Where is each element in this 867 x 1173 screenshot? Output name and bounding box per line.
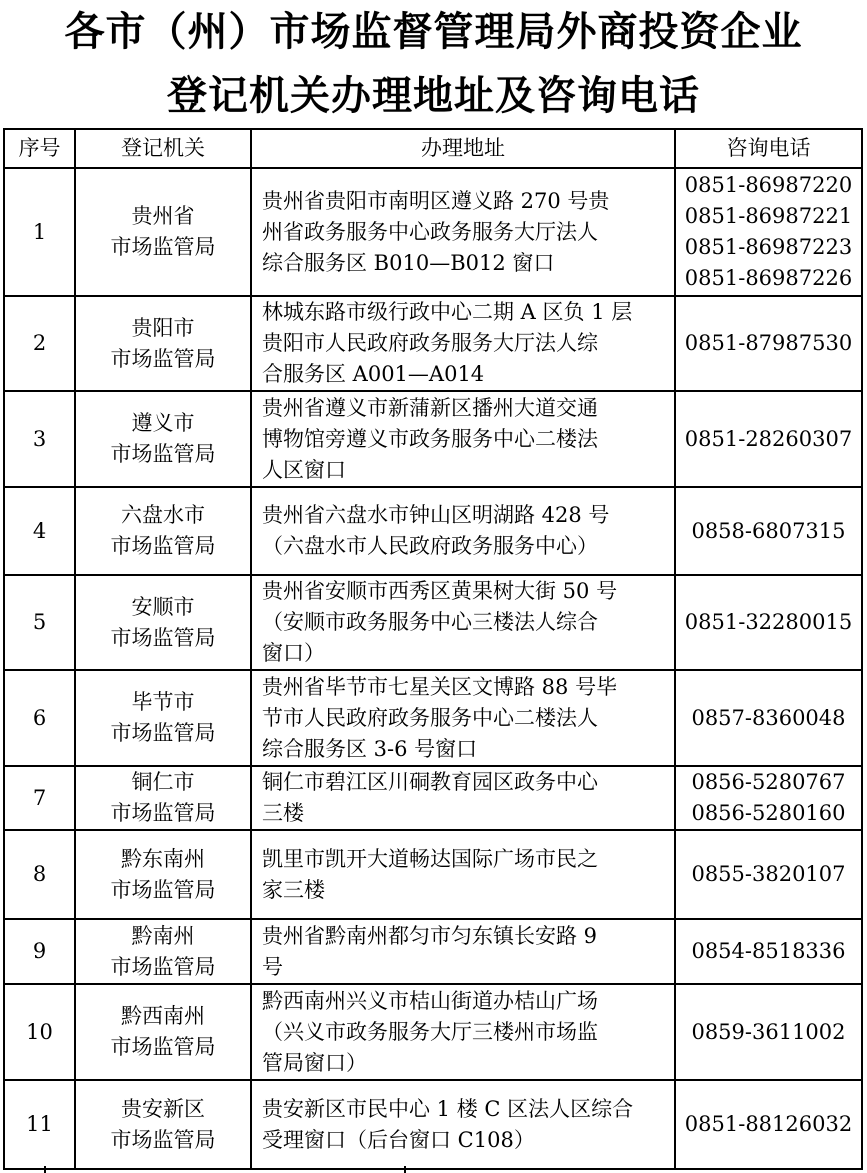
address-line: 号 xyxy=(262,954,283,979)
address-line: 贵安新区市民中心 1 楼 C 区法人区综合 xyxy=(262,1096,634,1121)
phone-number: 0851-86987221 xyxy=(684,204,853,228)
address-line: 贵州省遵义市新蒲新区播州大道交通 xyxy=(262,395,598,420)
authority-cell xyxy=(75,391,251,487)
address-line: 人区窗口 xyxy=(262,457,346,482)
table-row xyxy=(4,391,862,487)
address-cell xyxy=(251,984,675,1080)
header-phone: 咨询电话 xyxy=(675,129,862,168)
table-row xyxy=(4,168,862,296)
address-line: 铜仁市碧江区川硐教育园区政务中心 xyxy=(262,770,598,794)
phone-number: 0859-3611002 xyxy=(691,1019,846,1044)
authority-line: 市场监管局 xyxy=(110,442,216,466)
authority-cell xyxy=(75,830,251,919)
serial-number-cell: 2 xyxy=(4,296,75,391)
table-row xyxy=(4,766,862,830)
registration-office-table xyxy=(3,128,863,1170)
phone-cell xyxy=(675,1080,862,1169)
address-line: 合服务区 A001—A014 xyxy=(262,362,485,386)
address-line: 林城东路市级行政中心二期 A 区负 1 层 xyxy=(262,300,633,324)
table-row xyxy=(4,830,862,919)
phone-cell xyxy=(675,919,862,984)
address-line: 博物馆旁遵义市政务服务中心二楼法 xyxy=(262,426,598,451)
authority-cell xyxy=(75,296,251,391)
table-row xyxy=(4,487,862,575)
scan-mark xyxy=(44,1166,46,1173)
serial-number-cell: 1 xyxy=(4,168,75,296)
phone-number: 0851-86987226 xyxy=(684,266,853,290)
address-line: 贵州省黔南州都匀市匀东镇长安路 9 xyxy=(262,923,598,948)
address-cell xyxy=(251,670,675,766)
address-line: 窗口） xyxy=(262,641,325,665)
address-line: （兴义市政务服务大厅三楼州市场监 xyxy=(262,1019,598,1044)
authority-line: 市场监管局 xyxy=(110,721,216,745)
address-line: 贵州省贵阳市南明区遵义路 270 号贵 xyxy=(262,188,610,213)
address-cell xyxy=(251,575,675,670)
address-line: （安顺市政务服务中心三楼法人综合 xyxy=(262,610,598,634)
authority-line: 市场监管局 xyxy=(110,1127,216,1152)
phone-cell xyxy=(675,391,862,487)
authority-line: 市场监管局 xyxy=(110,625,216,650)
table-row xyxy=(4,1080,862,1169)
phone-number: 0854-8518336 xyxy=(691,939,846,963)
phone-cell xyxy=(675,830,862,919)
serial-number-cell: 4 xyxy=(4,487,75,575)
address-line: 节市人民政府政务服务中心二楼法人 xyxy=(262,705,598,730)
phone-cell xyxy=(675,296,862,391)
serial-number-cell: 3 xyxy=(4,391,75,487)
serial-number-cell: 11 xyxy=(4,1080,75,1169)
serial-number-cell: 6 xyxy=(4,670,75,766)
phone-number: 0851-86987220 xyxy=(684,173,853,197)
phone-number: 0851-87987530 xyxy=(684,331,853,355)
address-line: 贵州省毕节市七星关区文博路 88 号毕 xyxy=(262,674,618,699)
table-header-row xyxy=(4,129,862,168)
authority-line: 市场监管局 xyxy=(110,801,216,825)
serial-number-cell: 7 xyxy=(4,766,75,830)
address-cell xyxy=(251,766,675,830)
phone-cell xyxy=(675,487,862,575)
address-line: 州省政务服务中心政务服务大厅法人 xyxy=(262,219,598,244)
document-title-line-2: 登记机关办理地址及咨询电话 xyxy=(167,73,700,119)
authority-line: 市场监管局 xyxy=(110,235,216,259)
authority-cell xyxy=(75,1080,251,1169)
authority-line: 黔西南州 xyxy=(121,1004,205,1028)
address-line: 综合服务区 3-6 号窗口 xyxy=(262,736,478,761)
table-row xyxy=(4,296,862,391)
address-line: 凯里市凯开大道畅达国际广场市民之 xyxy=(262,846,598,871)
address-cell xyxy=(251,487,675,575)
header-address: 办理地址 xyxy=(251,129,675,168)
authority-line: 遵义市 xyxy=(131,411,195,435)
phone-cell xyxy=(675,575,862,670)
phone-number: 0851-28260307 xyxy=(684,426,853,451)
serial-number-cell: 8 xyxy=(4,830,75,919)
authority-cell xyxy=(75,487,251,575)
document-title-line-1: 各市（州）市场监督管理局外商投资企业 xyxy=(64,9,803,55)
authority-line: 黔东南州 xyxy=(121,846,205,871)
address-line: 综合服务区 B010—B012 窗口 xyxy=(262,250,555,275)
address-cell xyxy=(251,830,675,919)
authority-cell xyxy=(75,670,251,766)
address-cell xyxy=(251,919,675,984)
authority-line: 市场监管局 xyxy=(110,346,216,371)
address-line: 贵州省安顺市西秀区黄果树大街 50 号 xyxy=(262,579,618,603)
phone-cell xyxy=(675,766,862,830)
address-line: 贵州省六盘水市钟山区明湖路 428 号 xyxy=(262,503,610,527)
phone-cell xyxy=(675,168,862,296)
table-row xyxy=(4,575,862,670)
authority-cell xyxy=(75,984,251,1080)
phone-number: 0856-5280160 xyxy=(691,801,846,825)
header-serial-number: 序号 xyxy=(4,129,75,168)
phone-number: 0858-6807315 xyxy=(691,518,846,543)
phone-number: 0856-5280767 xyxy=(691,770,846,794)
header-registration-authority: 登记机关 xyxy=(75,129,251,168)
address-line: 三楼 xyxy=(262,801,304,825)
table-row xyxy=(4,919,862,984)
authority-line: 市场监管局 xyxy=(110,954,216,979)
authority-line: 黔南州 xyxy=(131,923,195,948)
address-line: （六盘水市人民政府政务服务中心） xyxy=(262,534,598,558)
phone-number: 0857-8360048 xyxy=(691,705,846,730)
address-line: 黔西南州兴义市桔山街道办桔山广场 xyxy=(262,988,598,1013)
serial-number-cell: 5 xyxy=(4,575,75,670)
address-cell xyxy=(251,168,675,296)
scan-mark xyxy=(404,1166,406,1173)
address-line: 家三楼 xyxy=(262,877,325,902)
address-cell xyxy=(251,391,675,487)
phone-number: 0851-86987223 xyxy=(684,235,853,259)
phone-number: 0855-3820107 xyxy=(691,862,846,886)
authority-line: 贵州省 xyxy=(131,204,195,228)
authority-line: 市场监管局 xyxy=(110,534,216,558)
address-cell xyxy=(251,296,675,391)
address-cell xyxy=(251,1080,675,1169)
address-line: 受理窗口（后台窗口 C108） xyxy=(262,1127,535,1152)
phone-cell xyxy=(675,984,862,1080)
table-row xyxy=(4,670,862,766)
authority-cell xyxy=(75,766,251,830)
authority-line: 市场监管局 xyxy=(110,877,216,902)
serial-number-cell: 9 xyxy=(4,919,75,984)
authority-line: 六盘水市 xyxy=(121,503,205,527)
address-line: 管局窗口） xyxy=(262,1050,367,1075)
phone-number: 0851-88126032 xyxy=(684,1112,853,1136)
table-row xyxy=(4,984,862,1080)
address-line: 贵阳市人民政府政务服务大厅法人综 xyxy=(262,331,598,355)
phone-cell xyxy=(675,670,862,766)
authority-line: 贵安新区 xyxy=(121,1096,205,1121)
authority-line: 毕节市 xyxy=(131,690,195,714)
serial-number-cell: 10 xyxy=(4,984,75,1080)
authority-line: 贵阳市 xyxy=(131,315,195,340)
phone-number: 0851-32280015 xyxy=(684,610,853,634)
authority-line: 铜仁市 xyxy=(131,770,195,794)
authority-line: 市场监管局 xyxy=(110,1035,216,1059)
authority-cell xyxy=(75,919,251,984)
authority-cell xyxy=(75,168,251,296)
authority-cell xyxy=(75,575,251,670)
authority-line: 安顺市 xyxy=(131,594,195,619)
